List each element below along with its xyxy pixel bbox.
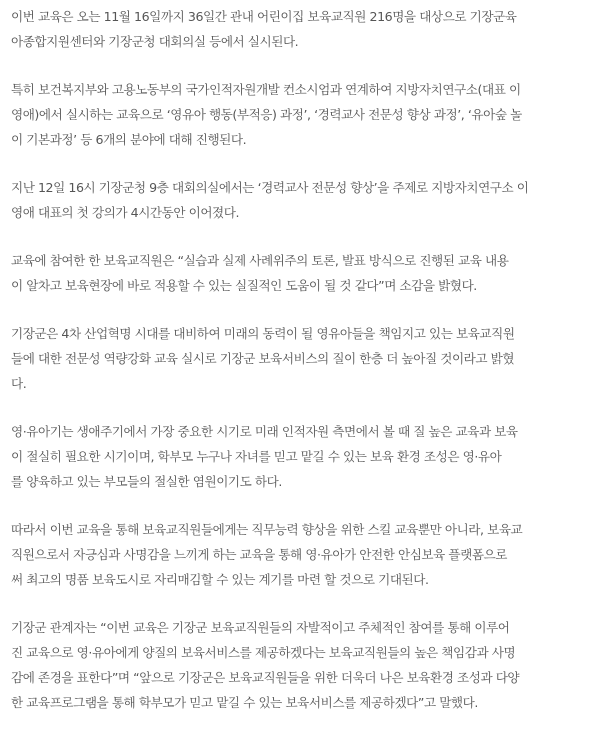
text-line: 들에 대한 전문성 역량강화 교육 실시로 기장군 보육서비스의 질이 한층 더 높아질 것이라고 밝혔 [11, 351, 515, 366]
paragraph [11, 4, 589, 54]
text-line: 이번 교육은 오는 11월 16일까지 36일간 관내 어린이집 보육교직원 216명을 대상으로 기장군육 [11, 9, 517, 24]
paragraph [11, 419, 589, 494]
text-line: 이 절실히 필요한 시기이며, 학부모 누구나 자녀를 믿고 맡길 수 있는 보육 환경 조성은 영·유아 [11, 449, 502, 464]
paragraph [11, 517, 589, 592]
text-line: 진 교육으로 영·유아에게 양질의 보육서비스를 제공하겠다는 보육교직원들의 높은 책임감과 사명 [11, 645, 516, 660]
text-line: 감에 존경을 표한다”며 “앞으로 기장군은 보육교직원들을 위한 더욱더 나은 보육환경 조성과 다양 [11, 670, 520, 685]
text-line: 기장군 관계자는 “이번 교육은 기장군 보육교직원들의 자발적이고 주체적인 참여를 통해 이루어 [11, 620, 510, 635]
text-line: 기장군은 4차 산업혁명 시대를 대비하여 미래의 동력이 될 영유아들을 책임지고 있는 보육교직원 [11, 326, 515, 341]
article-body [0, 4, 600, 738]
paragraph [11, 615, 589, 715]
text-line: 교육에 참여한 한 보육교직원은 “실습과 실제 사례위주의 토론, 발표 방식으로 진행된 교육 내용 [11, 253, 509, 268]
text-line: 특히 보건복지부와 고용노동부의 국가인적자원개발 컨소시엄과 연계하여 지방자치연구소(대표 이 [11, 82, 521, 97]
paragraph [11, 77, 589, 152]
text-line: 를 양육하고 있는 부모들의 절실한 염원이기도 하다. [11, 474, 282, 489]
paragraph [11, 321, 589, 396]
text-line: 직원으로서 자긍심과 사명감을 느끼게 하는 교육을 통해 영·유아가 안전한 안심보육 플랫폼으로 [11, 547, 507, 562]
text-line: 아종합지원센터와 기장군청 대회의실 등에서 실시된다. [11, 34, 299, 49]
text-line: 다. [11, 376, 27, 391]
paragraph [11, 248, 589, 298]
text-line: 영·유아기는 생애주기에서 가장 중요한 시기로 미래 인적자원 측면에서 볼 때 질 높은 교육과 보육 [11, 424, 518, 439]
text-line: 영애 대표의 첫 강의가 4시간동안 이어졌다. [11, 205, 240, 220]
text-line: 영애)에서 실시하는 교육으로 ‘영유아 행동(부적응) 과정’, ‘경력교사 전문성 향상 과정’, ‘유아숲 놀 [11, 107, 522, 122]
text-line: 따라서 이번 교육을 통해 보육교직원들에게는 직무능력 향상을 위한 스킬 교육뿐만 아니라, 보육교 [11, 522, 523, 537]
text-line: 이 알차고 보육현장에 바로 적용할 수 있는 실질적인 도움이 될 것 같다”며 소감을 밝혔다. [11, 278, 477, 293]
text-line: 이 기본과정’ 등 6개의 분야에 대해 진행된다. [11, 132, 247, 147]
paragraph [11, 175, 589, 225]
text-line: 써 최고의 명품 보육도시로 자리매김할 수 있는 계기를 마련 할 것으로 기대된다. [11, 572, 429, 587]
text-line: 한 교육프로그램을 통해 학부모가 믿고 맡길 수 있는 보육서비스를 제공하겠다”고 말했다. [11, 695, 478, 710]
text-line: 지난 12일 16시 기장군청 9층 대회의실에서는 ‘경력교사 전문성 향상’을 주제로 지방자치연구소 이 [11, 180, 529, 195]
